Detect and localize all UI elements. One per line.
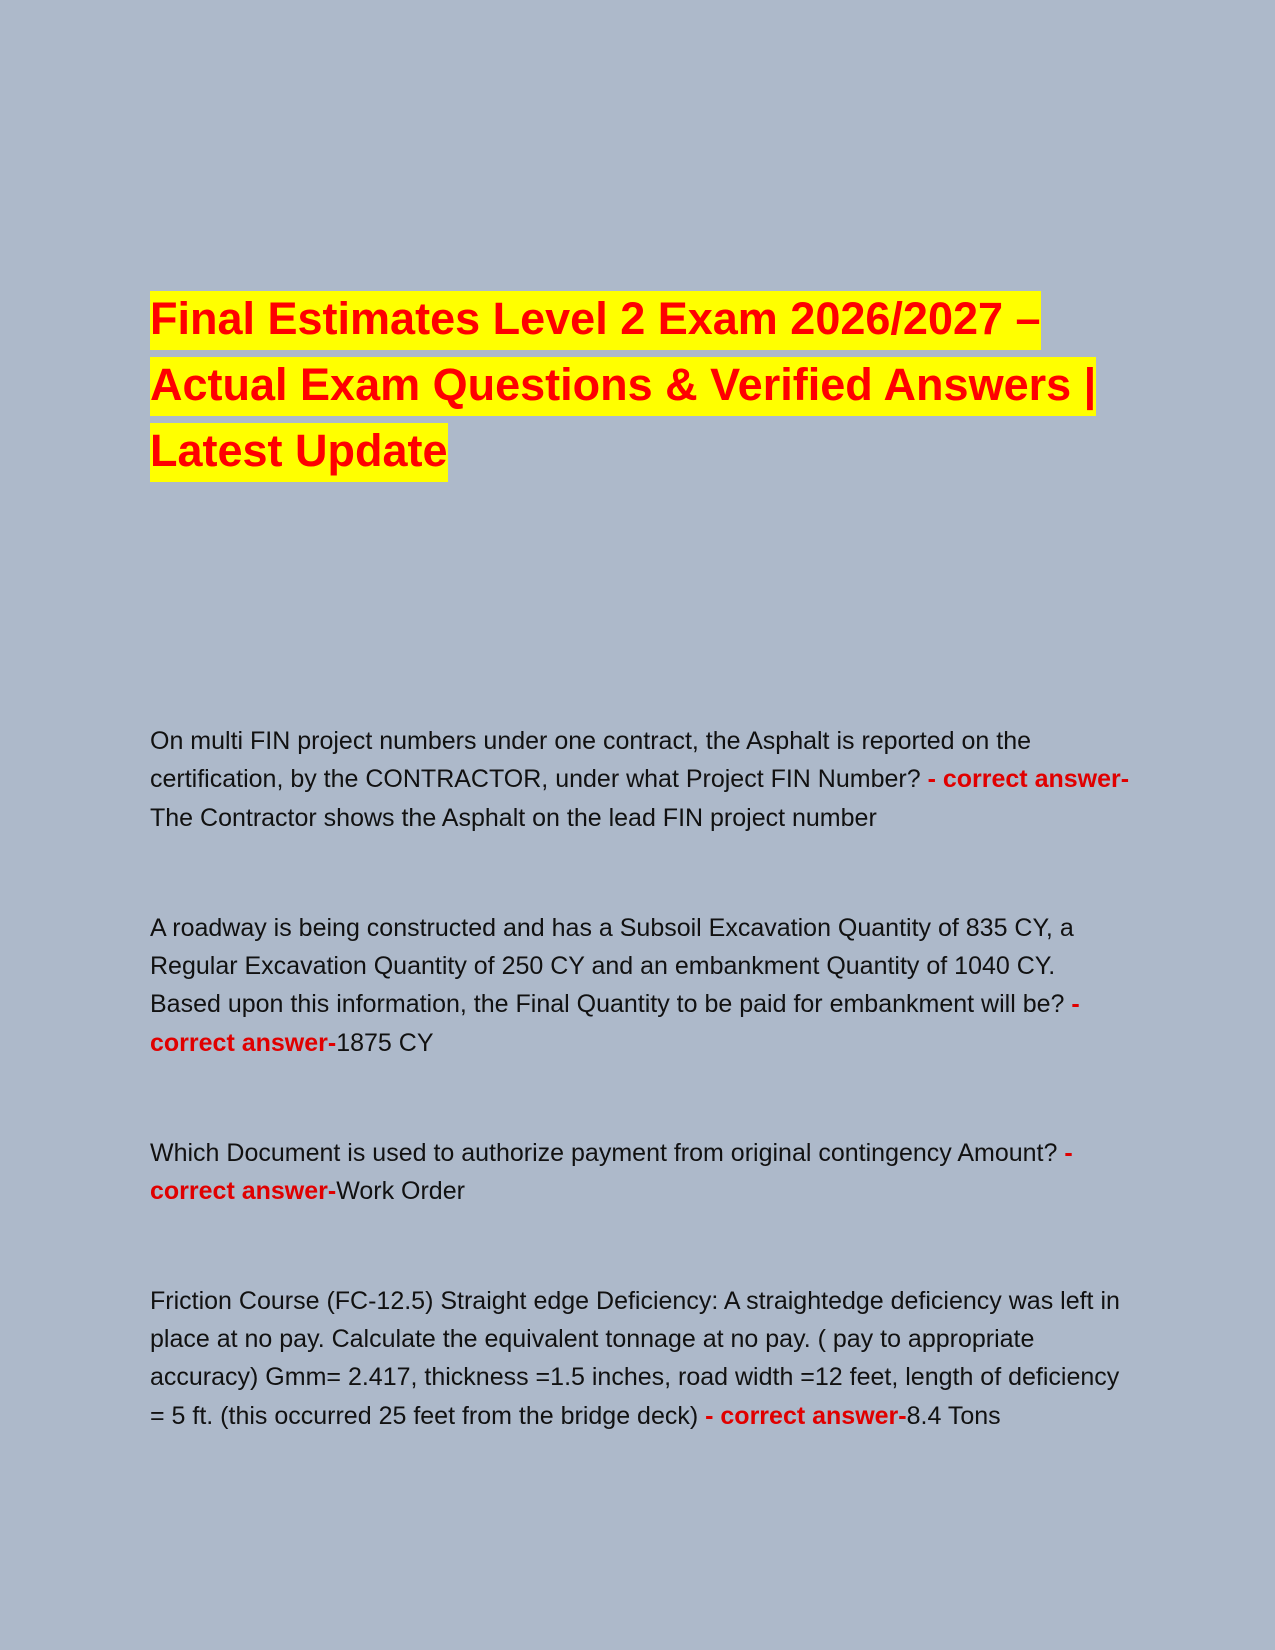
answer-text: Work Order xyxy=(336,1177,465,1206)
document-title-text: Final Estimates Level 2 Exam 2026/2027 – Actual Exam Questions & Verified Answers | Latest Update xyxy=(150,291,1096,482)
question-text: On multi FIN project numbers under one contract, the Asphalt is reported on the certification, by the CONTRACTOR, under what Project FIN Number? xyxy=(150,727,1032,794)
answer-text: 8.4 Tons xyxy=(906,1401,1001,1430)
question-answer-list xyxy=(150,722,1130,1435)
question-text: Which Document is used to authorize payment from original contingency Amount? xyxy=(150,1139,1058,1168)
answer-text: The Contractor shows the Asphalt on the lead FIN project number xyxy=(150,803,877,832)
answer-marker: - correct answer- xyxy=(920,765,1130,794)
qa-item-1 xyxy=(150,722,1130,837)
qa-item-3 xyxy=(150,1134,1130,1211)
question-text: A roadway is being constructed and has a Subsoil Excavation Quantity of 835 CY, a Regular Excavation Quantity of 250 CY and an embankment Quantity of 1040 CY. Based upon this information, the Final Quantity to be paid for embankment will be? xyxy=(150,913,1074,1019)
question-text: Friction Course (FC-12.5) Straight edge Deficiency: A straightedge deficiency was left in place at no pay. Calculate the equivalent tonnage at no pay. ( pay to appropriate accuracy) Gmm= 2.417, thickness =1.5 inches, road width =12 feet, length of deficiency = 5 ft. (this occurred 25 feet from the bridge deck) xyxy=(150,1286,1120,1430)
answer-marker: - correct answer- xyxy=(150,1139,1073,1206)
answer-text: 1875 CY xyxy=(336,1028,434,1057)
answer-marker: - correct answer- xyxy=(150,990,1080,1057)
qa-item-2 xyxy=(150,909,1130,1062)
answer-marker: - correct answer- xyxy=(698,1401,907,1430)
document-title xyxy=(150,286,1110,484)
qa-item-4 xyxy=(150,1282,1130,1435)
